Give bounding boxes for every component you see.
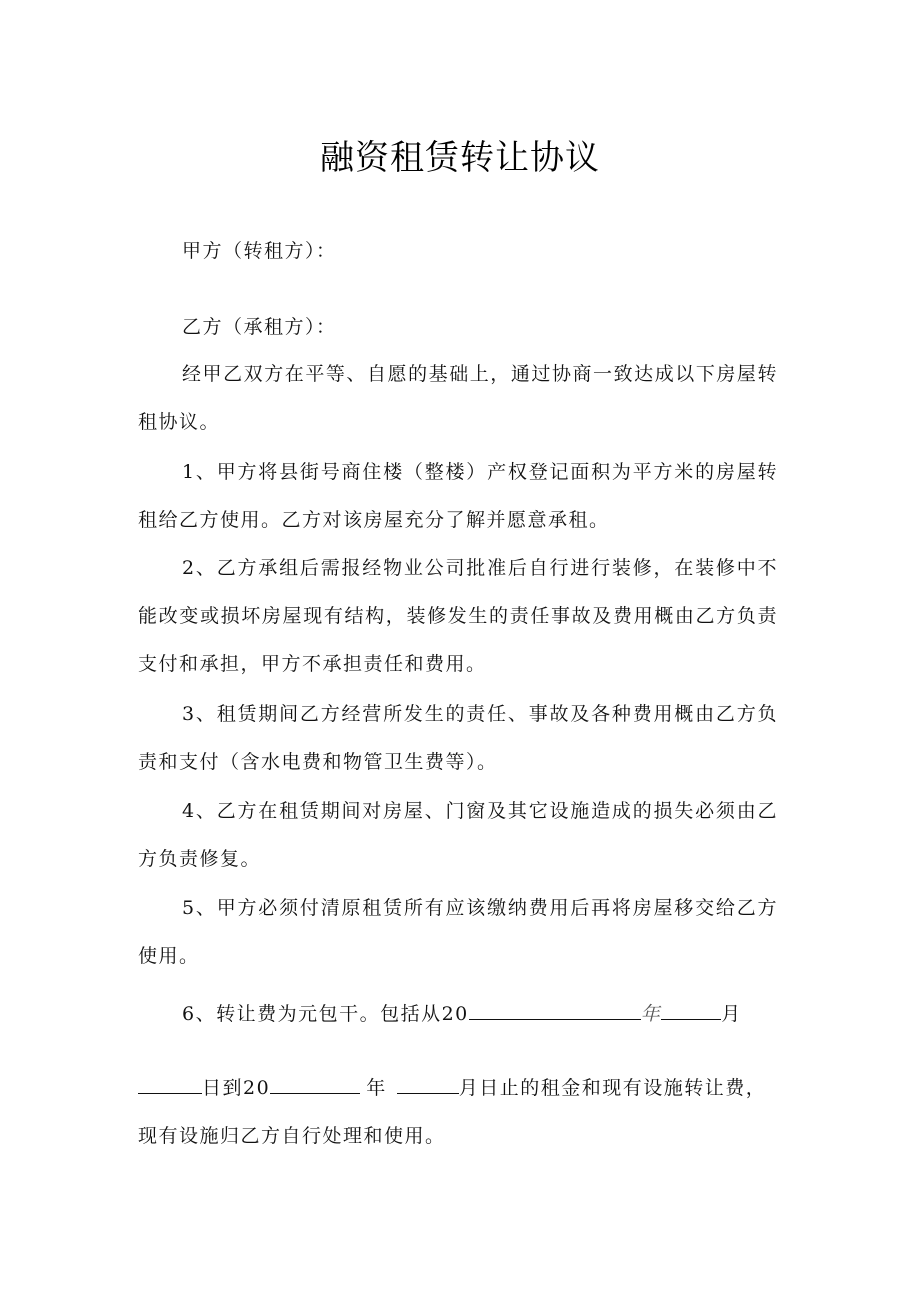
clause-6-year1: 年 — [640, 1003, 662, 1025]
clause-6-year2: 年 — [366, 1077, 387, 1099]
intro-paragraph: 经甲乙双方在平等、自愿的基础上，通过协商一致达成以下房屋转租协议。 — [138, 363, 778, 433]
clause-6-month1: 月 — [721, 1003, 742, 1025]
month-blank-2 — [397, 1075, 459, 1094]
day-blank-1 — [138, 1075, 202, 1094]
clause-5: 5、甲方必须付清原租赁所有应该缴纳费用后再将房屋移交给乙方使用。 — [138, 897, 778, 967]
clause-1: 1、甲方将县街号商住楼（整楼）产权登记面积为平方米的房屋转租给乙方使用。乙方对该房屋充分了解并愿意承租。 — [138, 461, 778, 531]
party-b-label: 乙方（承租方）： — [182, 316, 337, 338]
clause-6-day1: 日到20 — [202, 1077, 271, 1099]
year-blank-2 — [270, 1075, 360, 1094]
clause-6-last-line: 现有设施归乙方自行处理和使用。 — [138, 1125, 446, 1147]
clause-6-month2-rest: 月日止的租金和现有设施转让费， — [458, 1077, 767, 1099]
party-a-label: 甲方（转租方）： — [182, 240, 337, 262]
clause-6-line-1 — [182, 999, 742, 1029]
year-blank-1 — [469, 1001, 641, 1020]
clause-4: 4、乙方在租赁期间对房屋、门窗及其它设施造成的损失必须由乙方负责修复。 — [138, 800, 778, 870]
document-title: 融资租赁转让协议 — [320, 138, 600, 178]
clause-2: 2、乙方承组后需报经物业公司批准后自行进行装修，在装修中不能改变或损坏房屋现有结构，装修发生的责任事故及费用概由乙方负责支付和承担，甲方不承担责任和费用。 — [138, 557, 778, 675]
clause-6-line-3 — [138, 1121, 446, 1151]
clause-3: 3、租赁期间乙方经营所发生的责任、事故及各种费用概由乙方负责和支付（含水电费和物管卫生费等）。 — [138, 703, 778, 773]
clause-6-part1: 6、转让费为元包干。包括从20 — [182, 1003, 469, 1025]
month-blank-1 — [661, 1001, 721, 1020]
clause-6-line-2 — [138, 1073, 766, 1103]
